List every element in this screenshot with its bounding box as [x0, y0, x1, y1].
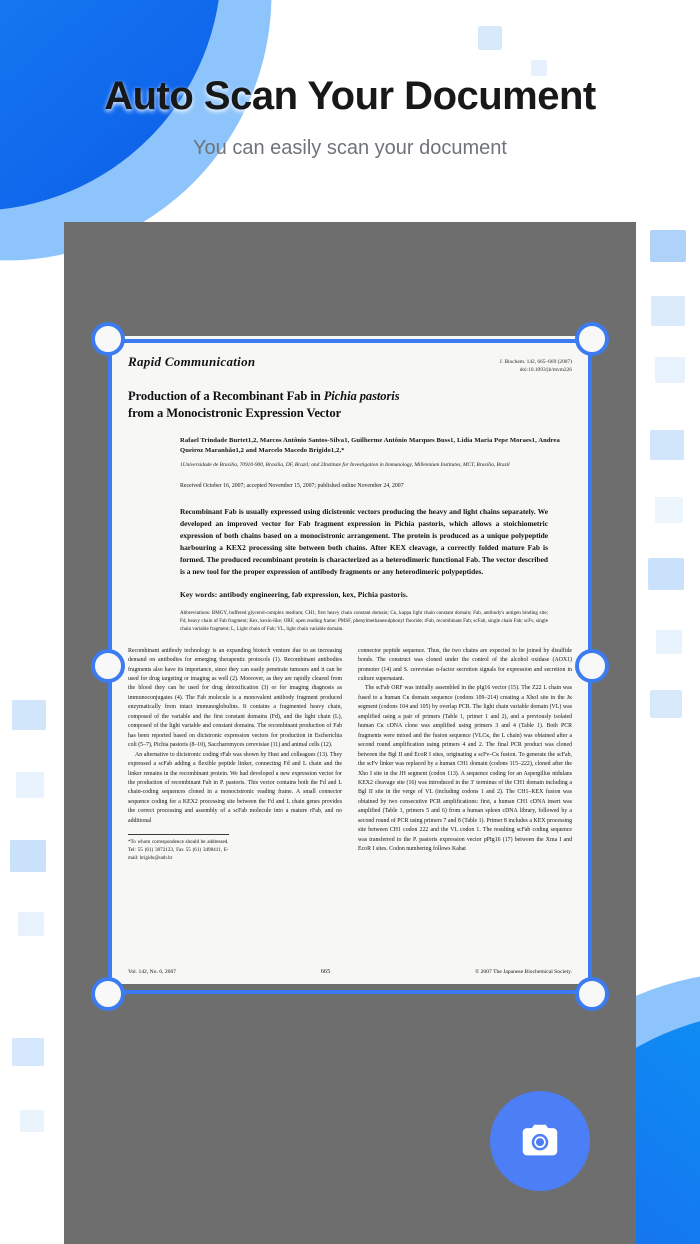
decorative-square — [656, 630, 682, 654]
decorative-square — [18, 912, 44, 936]
document-title-line2: from a Monocistronic Expression Vector — [128, 406, 342, 421]
decorative-square — [655, 357, 685, 383]
decorative-square — [12, 1038, 44, 1066]
decorative-square — [20, 1110, 44, 1132]
page-subtitle: You can easily scan your document — [193, 137, 507, 159]
crop-handle-middle-right[interactable] — [575, 649, 609, 683]
document-page-number: 665 — [320, 968, 331, 975]
decorative-square — [16, 772, 44, 798]
document-received-dates: Received October 16, 2007; accepted November 15, 2007; published online November 24, 2007 — [180, 483, 404, 490]
document-affiliation: 1Universidade de Brasília, 70910-900, Brasília, DF, Brazil; and 2Institute for Investigation in Immunology, Millennium Institutes, MCT, Brasília, Brazil — [180, 462, 510, 468]
page-title: Auto Scan Your Document — [104, 74, 596, 118]
decorative-square — [648, 558, 684, 590]
document-footer-copyright: © 2007 The Japanese Biochemical Society. — [474, 969, 572, 975]
crop-handle-top-right[interactable] — [575, 322, 609, 356]
document-authors: Rafael Trindade Burtet1,2, Marcos Antônio Santos-Silva1, Guilherme Antônio Marques Buss1, Lídia Maria Pepe Moraes1, Andrea Queiroz Maranhão1,2 and Marcelo Macedo Brigido1,2,* — [180, 437, 560, 455]
journal-reference-citation: J. Biochem. 142, 665–669 (2007) — [499, 359, 572, 365]
document-footnote: *To whom correspondence should be addressed. Tel: 55 (61) 3072123, Fax 55 (61) 3498411, E-mail: brigido@unb.br — [128, 834, 229, 862]
decorative-square — [650, 430, 684, 460]
decorative-square — [12, 700, 46, 730]
decorative-square — [10, 840, 46, 872]
document-footer-volume: Vol. 142, No. 6, 2007 — [128, 969, 177, 975]
decorative-square — [650, 230, 686, 262]
crop-handle-bottom-right[interactable] — [575, 977, 609, 1011]
document-title-line1: Production of a Recombinant Fab in — [128, 389, 324, 404]
body-paragraph: Recombinant antibody technology is an expanding biotech venture due to an increasing demand on antibodies for emerging therapeutic protocols (1). Recombinant antibodies fragments also have its importance, since they can easily penetrate tumours and it can be used for drug targeting or imaging as well (2). Moreover, as they are rapidly cleared from the blood they can be used for drug detoxification (3) or for imaging diagnosis as immunoconjugates (4). The Fab molecule is a monovalent antibody fragment produced enzymatically from intact immunoglobulins. It contains a fragmented heavy chain, composed of the variable and the first constant domains (Fd), and the light chain (L), composed of the light variable and constant domains. The recombinant production of Fab has been reported based on dicistronic expression vectors for production in Escherichia coli (5–7), Pichia pastoris (8–10), Saccharomyces cerevisiae (11) and animal cells (12). — [128, 647, 342, 749]
decorative-square — [655, 497, 683, 523]
camera-icon — [517, 1118, 563, 1164]
decorative-square — [651, 296, 685, 326]
body-paragraph: connector peptide sequence. Thus, the two chains are expected to be joined by disulfide bonds. The construct was cloned under the control of the alcohol oxidase (AOX1) promoter (14) and S. cerevisiae α-factor secretion signals for expression and secretion in culture supernatant. — [358, 647, 572, 682]
crop-handle-top-left[interactable] — [91, 322, 125, 356]
document-abbreviations: Abbreviations: BMGY, buffered glycerol-complex medium; CH1, first heavy chain constant domain; Cĸ, kappa light chain constant domain; Fab, antibody's antigen binding site; Fd, heavy chain of Fab fragment; Kex, kexin-like; ORF, open reading frame; PMSF, phenylmethanesulphonyl fluoride; rFab, recombinant Fab; scFab, single chain Fab; scFv, single chain variable fragment; L, Light chain of Fab; VL, light chain variable domain. — [180, 609, 548, 632]
body-paragraph: An alternative to dicistronic coding rFab was shown by Hust and colleagues (13). They expressed a scFab adding a flexible peptide linker, connecting Fd and L chain and the linker remains in the recombinant protein. We had developed a new expression vector for the production of recombinant Fab in P. pastoris. This vector contains both the Fd and L chain-coding sequences cloned in a monocistronic reading frame. A small connector sequence coding for a KEX2 processing site between the Fd and L chain genes provides the correct processing and assembly of a scFab molecule into a mature rFab, and no additional — [128, 751, 342, 824]
crop-handle-bottom-left[interactable] — [91, 977, 125, 1011]
decorative-square — [650, 690, 682, 718]
journal-reference-doi: doi:10.1093/jb/mvm226 — [519, 367, 572, 374]
decorative-square — [478, 26, 502, 50]
crop-handle-middle-left[interactable] — [91, 649, 125, 683]
document-section-label: Rapid Communication — [128, 354, 256, 369]
camera-capture-button[interactable] — [490, 1091, 590, 1191]
scan-crop-frame[interactable] — [108, 339, 592, 994]
decorative-square — [531, 60, 547, 76]
document-title-italic: Pichia pastoris — [323, 389, 400, 404]
document-keywords: Key words: antibody engineering, fab expression, kex, Pichia pastoris. — [180, 589, 408, 599]
document-abstract: Recombinant Fab is usually expressed using dicistronic vectors producing the heavy and light chains separately. We developed an improved vector for Fab fragment expression in Pichia pastoris, which allows a stoichiometric expression of both chains based on a monocistronic arrangement. The protein is produced as a unique polypeptide harbouring a KEX2 processing site between both chains. After KEX cleavage, a correctly folded mature Fab is formed. The produced recombinant protein is characterized as a heterodimeric functional Fab. The vector described is a new tool for the proper expression of antibody fragments or any heterodimeric polypeptides. — [180, 507, 548, 576]
body-paragraph: The scFab ORF was initially assembled in the pIg16 vector (15). The Z22 L chain was fused to a human Cĸ domain sequence (codons 109–214) creating a XhoI site in the Jĸ segment (codons 104 and 105) by overlap PCR. The light chain variable domain (VL) was amplified using a pair of primers (Table 1, primer 1 and 2), and a previously isolated human Cĸ cDNA clone was amplified using primers 3 and 4 (Table 1). Both PCR fragments were mixed and the fusion sequence (VLCĸ, the L chain) was obtained after a second round amplification using primers 4 and 2. The final PCR product was cloned between the Bgl II and EcoR I sites, originating a scFv–Cĸ fusion. To generate the scFab, the scFv linker was replaced by a human CH1 domain (codons 115–222), cloned after the Xho I site in the JH segment (codon 113). A sequence coding for an Aspergillus nidulans KEX2 cleavage site (16) was introduced in the 3′ terminus of the CH1 domain including a Bgl II site in the verge of VL (including codons 1 and 2). The CH1–KEX fusion was obtained by two consecutive PCR amplifications: first, a human CH1 cDNA insert was amplified (Table 1, primers 5 and 6) from a human spleen cDNA library, followed by a second round of PCR using primers 7 and 8 (Table 1). Primer 8 includes a KEX processing site between CH1 codon 222 and the VL codon 1. The resulting scFab coding sequence was transferred to the P. pastoris expression vector pPIg16 (17) between the Xma I and EcoR I sites. Codon numbering follows Kabat — [358, 685, 572, 853]
